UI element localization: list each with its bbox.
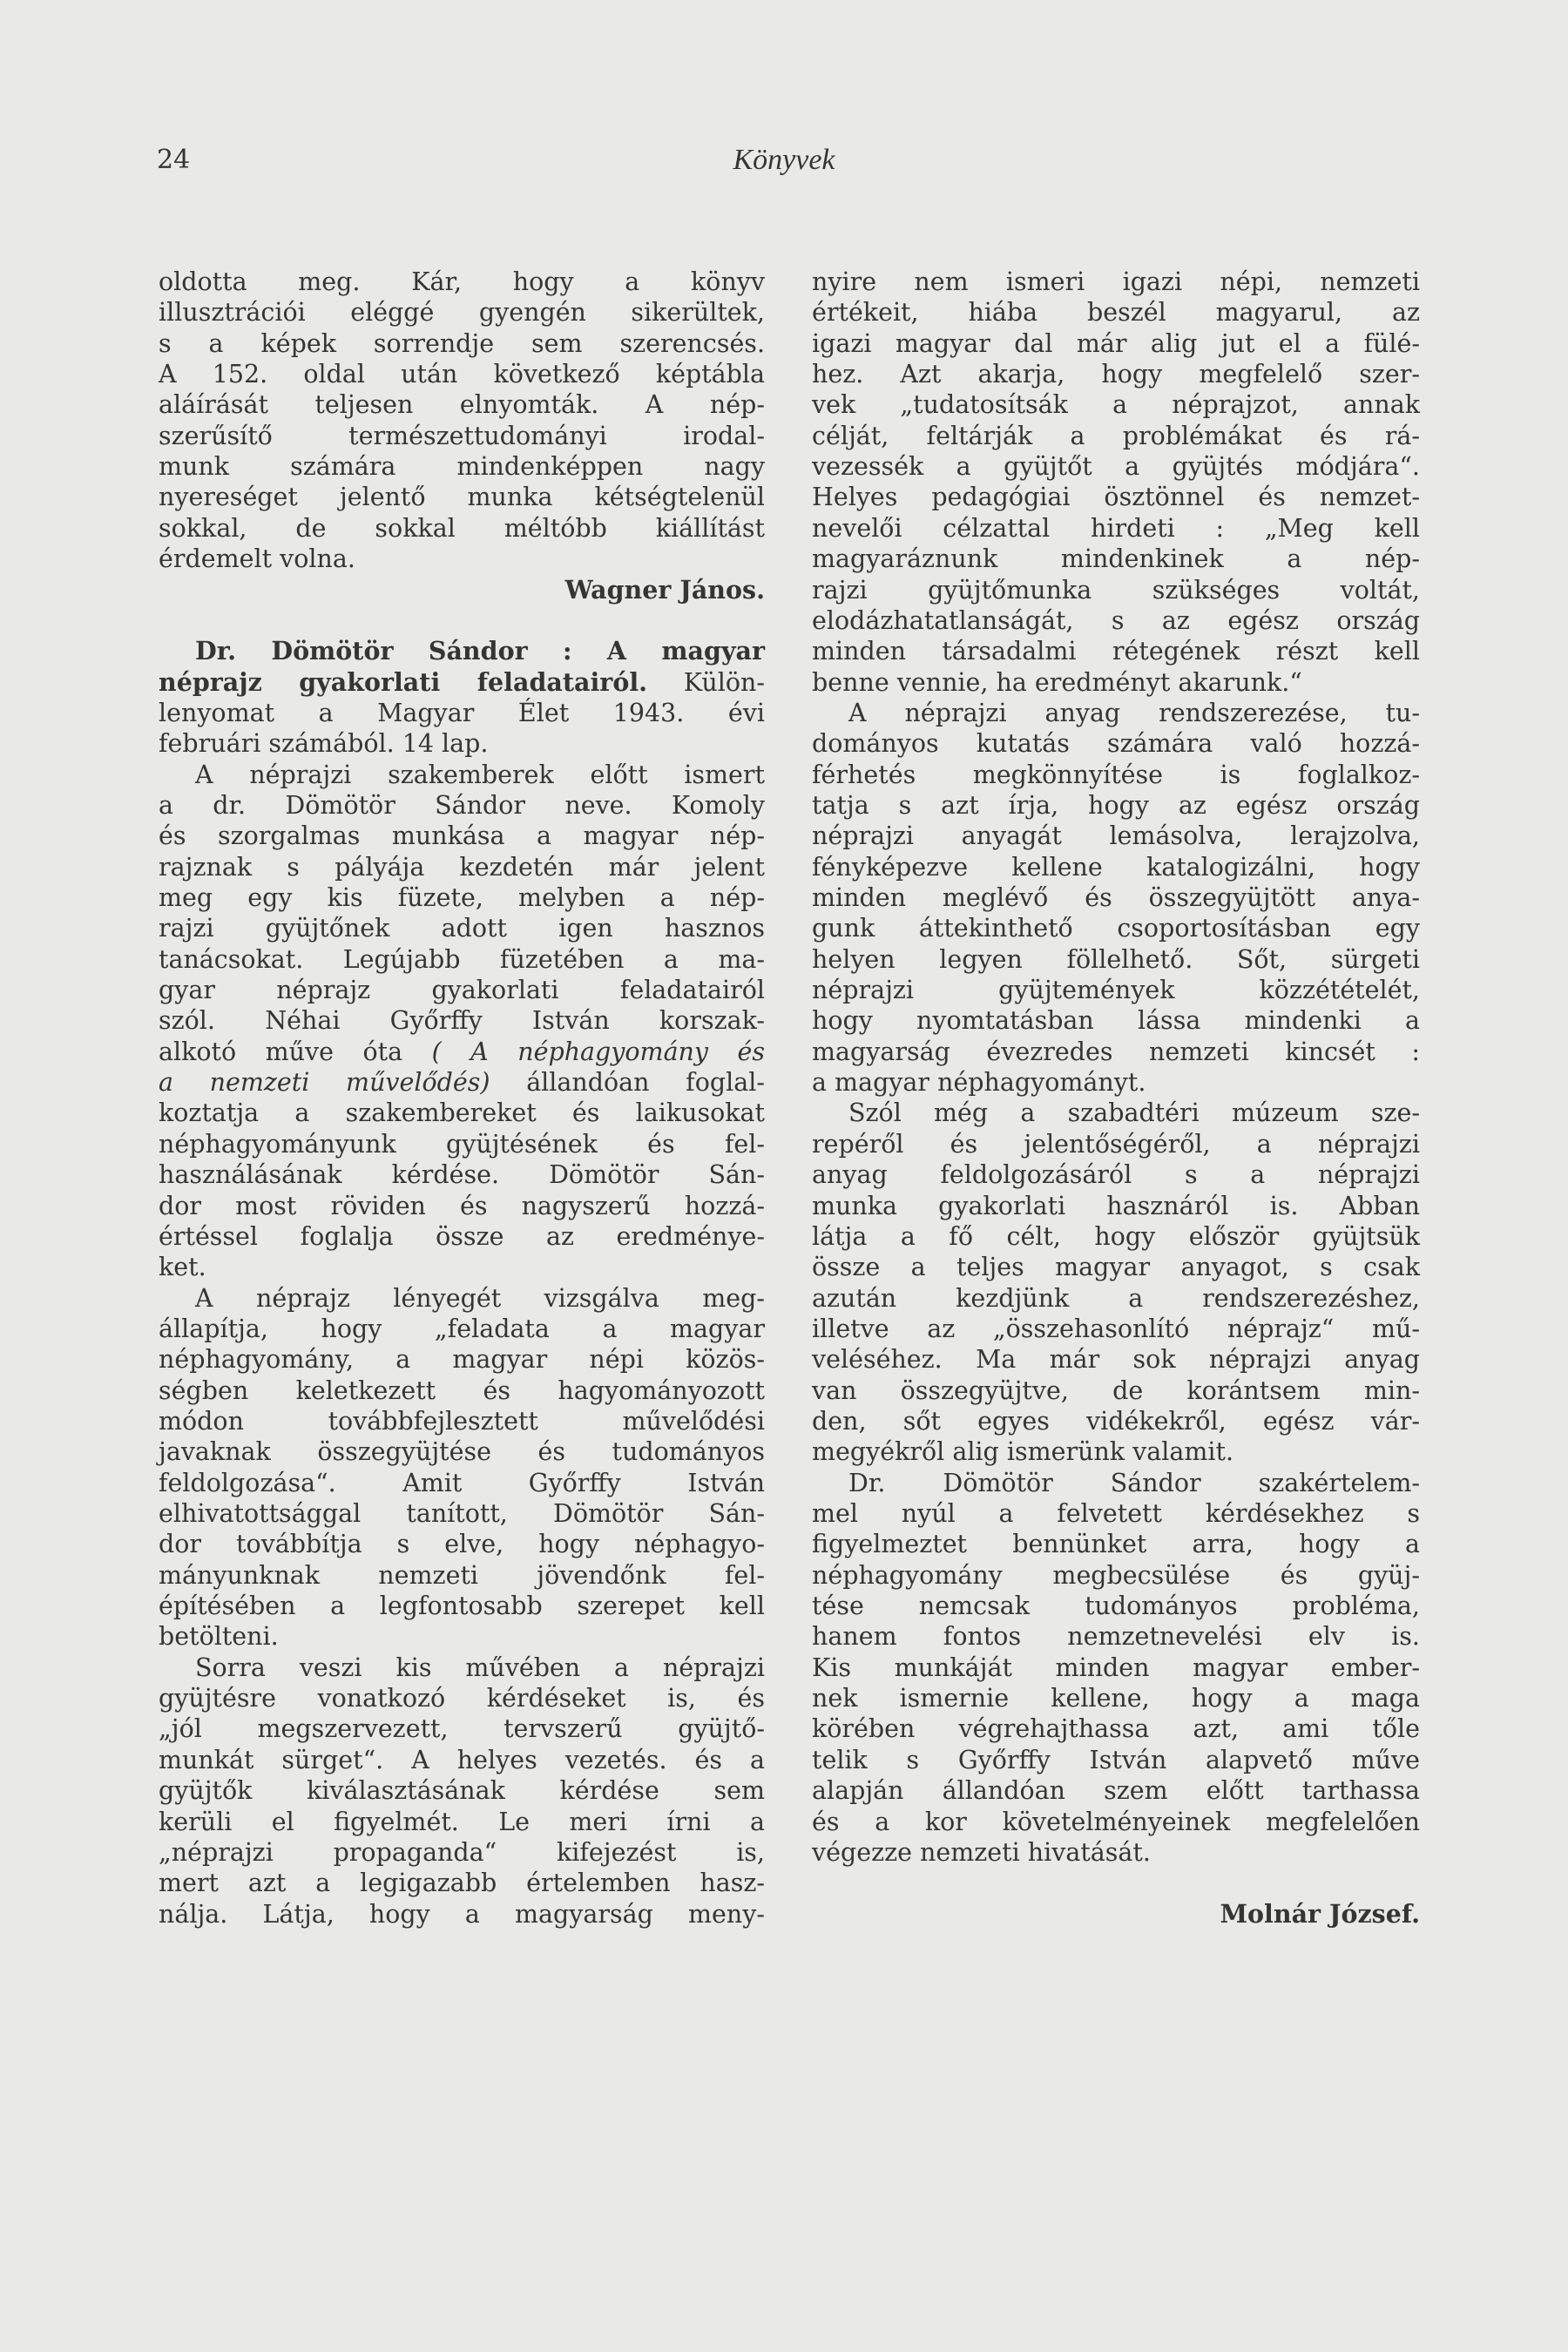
text-line: néphagyományunk gyüjtésének és fel- [159,1129,765,1159]
text-line: elhivatottsággal tanított, Dömötör Sán- [159,1499,765,1528]
text-segment: Külön- [647,667,765,697]
text-line: rajzi gyüjtőnek adott igen hasznos [159,914,765,943]
page-number: 24 [157,145,191,175]
text-line: fényképezve kellene katalogizálni, hogy [812,852,1420,882]
text-line: A néprajzi szakemberek előtt ismert [195,760,765,789]
author-signature: Wagner János. [564,574,765,605]
text-line: néprajzi gyüjtemények közzétételét, [812,976,1420,1005]
text-line: feldolgozása“. Amit Győrffy István [159,1468,765,1497]
text-line: férhetés megkönnyítése is foglalkoz- [812,760,1420,789]
text-line: gunk áttekinthető csoportosításban egy [812,914,1420,943]
text-line: Dr. Dömötör Sándor szakértelem- [848,1468,1420,1497]
text-line: nek ismernie kellene, hogy a maga [812,1684,1420,1713]
text-line: javaknak összegyüjtése és tudományos [159,1437,765,1467]
text-line: szól. Néhai Győrffy István korszak- [159,1006,765,1036]
text-line: össze a teljes magyar anyagot, s csak [812,1253,1420,1282]
text-line: dor továbbítja s elve, hogy néphagyo- [159,1530,765,1559]
text-line: néphagyomány, a magyar népi közös- [159,1345,765,1375]
text-segment: állandóan foglal- [490,1068,765,1098]
text-line: A 152. oldal után következő képtábla [159,360,765,389]
text-line: néprajzi anyagát lemásolva, lerajzolva, [812,821,1420,851]
text-line: végezze nemzeti hivatását. [812,1837,1151,1867]
text-line: aláírását teljesen elnyomták. A nép- [159,390,765,420]
text-line: telik s Győrffy István alapvető műve [812,1745,1420,1774]
text-line: „jól megszervezett, tervszerű gyüjtő- [159,1714,765,1744]
text-line: gyar néprajz gyakorlati feladatairól [159,976,765,1005]
text-line: A néprajz lényegét vizsgálva meg- [195,1283,765,1313]
text-line [159,1037,765,1067]
text-line: Kis munkáját minden magyar ember- [812,1652,1420,1682]
text-line: mert azt a legigazabb értelemben hasz- [159,1869,765,1898]
text-line: sokkal, de sokkal méltóbb kiállítást [159,513,765,543]
text-line: nevelői célzattal hirdeti : „Meg kell [812,513,1420,543]
text-line: den, sőt egyes vidékekről, egész vár- [812,1406,1420,1436]
text-line: repéről és jelentőségéről, a néprajzi [812,1129,1420,1159]
text-line [159,636,765,666]
text-line: munka gyakorlati hasznáról is. Abban [812,1191,1420,1220]
italic-title: ( A néphagyomány és [431,1037,765,1066]
text-line: oldotta meg. Kár, hogy a könyv [159,267,765,296]
text-line: anyag feldolgozásáról s a néprajzi [812,1160,1420,1190]
text-line: elodázhatatlanságát, s az egész ország [812,605,1420,635]
text-line: meg egy kis füzete, melyben a nép- [159,883,765,912]
text-line: mányunknak nemzeti jövendőnk fel- [159,1560,765,1590]
text-line: veléséhez. Ma már sok néprajzi anyag [812,1345,1420,1375]
text-line: Sorra veszi kis művében a néprajzi [195,1652,765,1682]
text-line: magyarság évezredes nemzeti kincsét : [812,1037,1420,1066]
text-line: februári számából. 14 lap. [159,729,489,759]
text-line: nálja. Látja, hogy a magyarság meny- [159,1899,765,1929]
text-line: betölteni. [159,1622,279,1652]
text-line: illetve az „összehasonlító néprajz“ mű- [812,1314,1420,1343]
running-title: Könyvek [733,144,835,176]
text-line: látja a fő célt, hogy először gyüjtsük [812,1221,1420,1251]
text-line: körében végrehajthassa azt, ami tőle [812,1714,1420,1744]
text-line: munkát sürget“. A helyes vezetés. és a [159,1745,765,1774]
text-line: tatja s azt írja, hogy az egész ország [812,790,1420,820]
text-line: használásának kérdése. Dömötör Sán- [159,1160,765,1190]
text-line: azután kezdjünk a rendszerezéshez, [812,1283,1420,1313]
text-segment: alkotó műve óta [159,1037,432,1066]
text-line: A néprajzi anyag rendszerezése, tu- [848,698,1420,727]
text-line: alapján állandóan szem előtt tarthassa [812,1776,1420,1806]
text-line: figyelmeztet bennünket arra, hogy a [812,1530,1420,1559]
text-line [159,1067,765,1098]
text-line: értéssel foglalja össze az eredménye- [159,1221,765,1251]
text-line: célját, feltárják a problémákat és rá- [812,421,1420,450]
text-line: értékeit, hiába beszél magyarul, az [812,298,1420,328]
text-line: hanem fontos nemzetnevelési elv is. [812,1622,1420,1652]
text-line: s a képek sorrendje sem szerencsés. [159,328,765,358]
text-line: lenyomat a Magyar Élet 1943. évi [159,698,765,727]
text-line: hogy nyomtatásban lássa mindenki a [812,1006,1420,1036]
bold-text: Dr. Dömötör Sándor : A magyar [195,636,765,666]
text-line: megyékről alig ismerünk valamit. [812,1437,1233,1467]
text-line: és a kor követelményeinek megfelelően [812,1807,1420,1836]
text-line: helyen legyen föllelhető. Sőt, sürgeti [812,944,1420,974]
text-line: nyire nem ismeri igazi népi, nemzeti [812,267,1420,296]
text-line: van összegyüjtve, de korántsem min- [812,1375,1420,1405]
text-line: munk számára mindenképpen nagy [159,452,765,482]
text-line: vezessék a gyüjtőt a gyüjtés módjára“. [812,452,1420,482]
text-line: érdemelt volna. [159,544,355,574]
text-line: kerüli el figyelmét. Le meri írni a [159,1807,765,1836]
text-line: magyaráznunk mindenkinek a nép- [812,544,1420,574]
text-line: „néprajzi propaganda“ kifejezést is, [159,1837,765,1867]
bold-text: néprajz gyakorlati feladatairól. [159,666,648,697]
text-line: vek „tudatosítsák a néprajzot, annak [812,390,1420,420]
text-line: ségben keletkezett és hagyományozott [159,1375,765,1405]
text-line: koztatja a szakembereket és laikusokat [159,1098,765,1128]
text-line: néphagyomány megbecsülése és gyüj- [812,1560,1420,1590]
text-line: rajzi gyüjtőmunka szükséges voltát, [812,575,1420,605]
text-line: ket. [159,1253,206,1282]
text-line: illusztrációi eléggé gyengén sikerültek, [159,298,765,328]
text-line: mel nyúl a felvetett kérdésekhez s [812,1499,1420,1528]
italic-title: a nemzeti művelődés) [159,1068,490,1098]
text-line: hez. Azt akarja, hogy megfelelő szer- [812,360,1420,389]
text-line: a dr. Dömötör Sándor neve. Komoly [159,790,765,820]
text-line: tése nemcsak tudományos probléma, [812,1592,1420,1621]
text-line: szerűsítő természettudományi irodal- [159,421,765,450]
text-line: Helyes pedagógiai ösztönnel és nemzet- [812,483,1420,512]
text-line: benne vennie, ha eredményt akarunk.“ [812,667,1302,697]
author-signature: Molnár József. [1220,1898,1420,1929]
text-line: minden meglévő és összegyüjtött anya- [812,883,1420,912]
text-line: dományos kutatás számára való hozzá- [812,729,1420,759]
text-line: tanácsokat. Legújabb füzetében a ma- [159,944,765,974]
text-line: gyüjtők kiválasztásának kérdése sem [159,1776,765,1806]
text-line: minden társadalmi rétegének részt kell [812,637,1420,666]
text-line: állapítja, hogy „feladata a magyar [159,1314,765,1343]
text-line: módon továbbfejlesztett művelődési [159,1406,765,1436]
text-line [159,667,765,698]
text-line: nyereséget jelentő munka kétségtelenül [159,483,765,512]
text-line: dor most röviden és nagyszerű hozzá- [159,1191,765,1220]
text-line: Szól még a szabadtéri múzeum sze- [848,1098,1420,1128]
text-line: építésében a legfontosabb szerepet kell [159,1592,765,1621]
text-line: és szorgalmas munkása a magyar nép- [159,821,765,851]
text-line: a magyar néphagyományt. [812,1068,1146,1098]
text-line: gyüjtésre vonatkozó kérdéseket is, és [159,1684,765,1713]
text-line: igazi magyar dal már alig jut el a fülé- [812,328,1420,358]
text-line: rajznak s pályája kezdetén már jelent [159,852,765,882]
